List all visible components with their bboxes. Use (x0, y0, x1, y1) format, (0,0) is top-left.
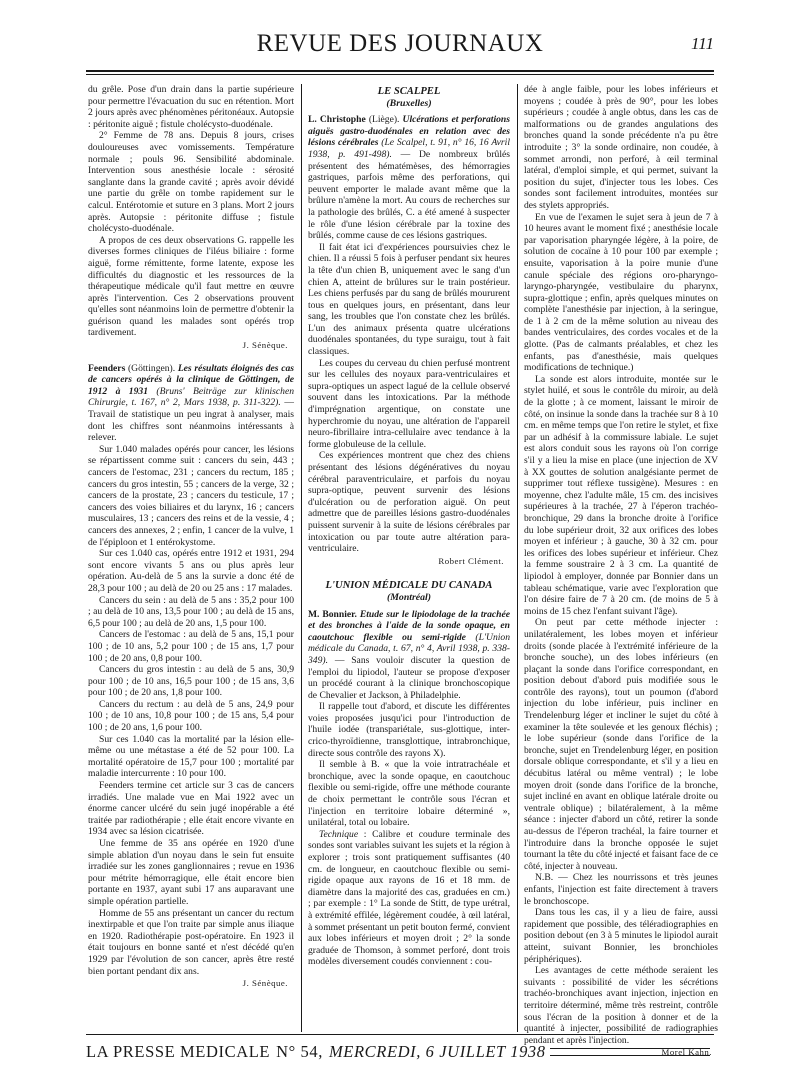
paragraph: du grêle. Pose d'un drain dans la partie supérieure pour permettre l'évacuation du suc en rétention. Mort 2 jours après avec phénomènes péritonéaux. Autopsie : péritonite aiguë ; fistule cholécysto-duodénale. (88, 84, 294, 130)
paragraph: Sur 1.040 malades opérés pour cancer, les lésions se répartissent comme suit : cancers du sein, 443 ; cancers de l'estomac, 231 ; cancers du rectum, 185 ; cancers du gros intestin, 55 ; cancers de la verge, 32 ; cancers de la prostate, 23 ; cancers du testicule, 17 ; cancers des voies biliaires et du larynx, 16 ; cancers musculaires, 13 ; cancers des reins et de la vessie, 4 ; cancers des annexes, 2 ; enfin, 1 cancer de la vulve, 1 de l'épiploon et 1 entérokystome. (88, 443, 294, 548)
page-number: 111 (691, 34, 714, 53)
journal-place: (Montréal) (386, 591, 432, 603)
paragraph (308, 829, 510, 968)
article-text: — Sans vouloir discuter la question de l'emploi du lipiodol, l'auteur se propose d'exposer un procédé courant à la clinique bronchoscopique de Chevalier et Jackson, à Philadelphie. (308, 654, 510, 701)
paragraph: Dans tous les cas, il y a lieu de faire, aussi rapidement que possible, des téléradiographies en position debout (en 3 à 5 minutes le lipiodol aurait atteint, suivant Bonnier, les bronchioles périphériques). (524, 907, 718, 965)
author-signature: Morel Kahn. (661, 1047, 712, 1058)
article-title: Les résultats éloignés des cas de cancers opérés à la clinique de Göttingen, de 1912 à 1931 (88, 362, 294, 397)
journal-place: (Bruxelles) (386, 97, 432, 109)
article-place: (Göttingen). (125, 362, 178, 374)
footer-double-rule (550, 1048, 710, 1056)
article-place: (Liège). (365, 114, 403, 126)
article-text: — Travail de statistique un peu ingrat à analyser, mais dont les chiffres sont néanmoins intéressants à relever. (88, 397, 294, 444)
article-title: Etude sur le lipiodolage de la trachée et des bronches à l'aide de la sonde opaque, en caoutchouc flexible ou semi-rigide (308, 608, 511, 643)
footer-journal: LA PRESSE MEDICALE (86, 1042, 271, 1061)
paragraph: Cancers de l'estomac : au delà de 5 ans, 15,1 pour 100 ; de 10 ans, 5,2 pour 100 ; de 15 ans, 1,7 pour 100 ; de 20 ans, 0,8 pour 100. (88, 629, 294, 664)
paragraph: Cancers du gros intestin : au delà de 5 ans, 30,9 pour 100 ; de 10 ans, 16,5 pour 100 ; de 15 ans, 3,6 pour 100 ; de 20 ans, 1,8 pour 100. (88, 664, 294, 699)
article-author: Feenders (88, 362, 126, 374)
column-right (524, 84, 718, 1058)
paragraph: Sur ces 1.040 cas, opérés entre 1912 et 1931, 294 sont encore vivants 5 ans ou plus après leur opération. Au-delà de 5 ans la survie a donc été de 28,3 pour 100 ; au delà de 20 ou 25 ans : 17 malades. (88, 548, 294, 594)
journal-heading: LE SCALPEL (377, 86, 441, 97)
paragraph: Il rappelle tout d'abord, et discute les différentes voies proposées jusqu'ici pour l'introduction de l'huile iodée (transpariétale, sus-glottique, inter-crico-thyroïdienne, transglottique, intrabronchique, directe sous contrôle des rayons X). (308, 701, 510, 759)
article-entry (308, 114, 510, 242)
technique-text: : Calibre et coudure terminale des sondes sont variables suivant les sujets et la région à explorer ; trois sont pratiquement suffisantes (40 cm. de longueur, en caoutchouc flexible ou semi-rigide opaque aux rayons de 16 et 18 mm. de diamètre dans la majorité des cas, graduées en cm.) ; par exemple : 1° La sonde de Stitt, de type urétral, à extrémité effilée, légèrement coudée, à œil latéral, à sommet présentant un petit bouton fermé, convient aux lobes inférieurs et moyen droit ; 2° la sonde graduée de Thomson, à sommet perforé, dont trois modèles diversement coudés conviennent : cou- (308, 828, 510, 968)
article-author: L. Christophe (308, 114, 366, 126)
paragraph: A propos de ces deux observations G. rappelle les diverses formes cliniques de l'iléus biliaire : forme aiguë, forme rémittente, forme latente, expose les difficultés du diagnostic et les ressources de la thérapeutique médicale qu'il faut mettre en œuvre après l'intervention. Ces 2 observations prouvent qu'elles sont néanmoins loin de permettre d'obtenir la guérison quand les malades sont opérés trop tardivement. (88, 234, 294, 339)
paragraph: On peut par cette méthode injecter : unilatéralement, les lobes moyen et inférieur droits (sonde placée à l'extrémité inférieure de la bronche souche), un des lobes inférieurs (en plaçant la sonde dans l'orifice correspondant, en position debout d'abord puis modifiée sous le contrôle des rayons), tout un poumon (d'abord injection du lobe inférieur, puis incliner en Trendelenburg léger et incliner le sujet du côté à examiner la tête soulevée et les genoux fléchis) ; le lobe supérieur (sonde dans l'orifice de la bronche, sujet en Trendelenburg léger, en position dorsale oblique correspondante, et s'il y a lieu en décubitus latéral ou même ventral) ; le lobe moyen droit (sonde dans l'orifice de la bronche, sujet incliné en avant en oblique latérale droite ou ventrale oblique) ; bilatéralement, à la même séance : injecter d'abord un côté, retirer la sonde au-dessus de l'éperon trachéal, la faire tourner et l'introduire dans la bronche opposée le sujet tournant la tête du côté injecté et faisant face de ce côté, injecter à nouveau. (524, 617, 718, 872)
paragraph: Il fait état ici d'expériences poursuivies chez le chien. Il a réussi 5 fois à perfuser pendant six heures la tête d'un chien B, uniquement avec le sang d'un chien A, atteint de brûlures sur le train postérieur. Les chiens perfusés par du sang de brûlés moururent tous en quelques jours, en présentant, dans leur sang, les troubles que l'on constate chez les brûlés. L'un des animaux présenta quatre ulcérations duodénales spontanées, du type suraigu, tout à fait classiques. (308, 241, 510, 358)
paragraph: Homme de 55 ans présentant un cancer du rectum inextirpable et que l'on traite par simple anus iliaque en 1920. Radiothérapie post-opératoire. En 1923 il était toujours en bonne santé et n'est décédé qu'en 1929 par l'évolution de son cancer, après être resté bien portant pendant dix ans. (88, 907, 294, 977)
paragraph: dée à angle faible, pour les lobes inférieurs et moyens ; coudée à près de 90°, pour les lobes supérieurs ; coudée à angle obtus, dans les cas de malformations ou de grandes angulations des bronches quand la sonde précédente n'a pu être introduite ; 3° la sonde ordinaire, non coudée, à sommet arrondi, non perforé, à œil terminal latéral, d'emploi simple, et qui permet, suivant la position du sujet, d'injecter tous les lobes. Ces sondes sont facilement introduites, montées sur des stylets appropriés. (524, 84, 718, 211)
paragraph: La sonde est alors introduite, montée sur le stylet huilé, et sous le contrôle du miroir, au delà de la glotte ; à ce moment, laissant le miroir de côté, on insinue la sonde dans la trachée sur 8 à 10 cm. en même temps que l'on retire le stylet, et fixe par un adhésif à la commissure labiale. Le sujet est alors conduit sous les rayons où l'on corrige s'il y a lieu la mise en place (une injection de XV à XX gouttes de solution analgésiante permet de supprimer tout réflexe tussigène). Mesures : en moyenne, chez l'adulte mâle, 15 cm. des incisives supérieures à la trachée, 27 à l'éperon trachéo-bronchique, 29 dans la bronche droite à l'orifice du lobe supérieur droit, 32 aux orifices des lobes moyen et inférieur ; à gauche, 30 à 32 cm. pour les orifices des lobes supérieur et inférieur. Chez la femme soustraire 2 à 3 cm. La quantité de lipiodol à employer, donnée par Bonnier dans un tableau schématique, varie avec l'exploration que l'on désire faire de 7 à 20 cm. (de moins de 5 à moins de 15 chez l'enfant suivant l'âge). (524, 373, 718, 617)
paragraph: Cancers du sein : au delà de 5 ans : 35,2 pour 100 ; au delà de 10 ans, 13,5 pour 100 ; au delà de 15 ans, 6,5 pour 100 ; au delà de 20 ans, 1,5 pour 100. (88, 594, 294, 629)
paragraph: Cancers du rectum : au delà de 5 ans, 24,9 pour 100 ; de 10 ans, 10,8 pour 100 ; de 15 ans, 5,4 pour 100 ; de 20 ans, 1,6 pour 100. (88, 698, 294, 734)
paragraph: En vue de l'examen le sujet sera à jeun de 7 à 10 heures avant le moment fixé ; anesthésie locale par vaporisation pharyngée légère, à la poire, de solution de cocaïne à 10 pour 100 par exemple ; ensuite, vaporisation à la poire munie d'une canule spéciale des régions oro-pharyngo-laryngo-pharyngée, vestibulaire du pharynx, supra-glottique ; enfin, après quelques minutes on complète l'anesthésie par injection, à la seringue, de 1 à 2 cm de la même solution au niveau des bandes ventriculaires, des cordes vocales et de la glotte. (Pas de calmants préalables, et chez les enfants, pas d'anesthésie, mais quelques modifications de technique.) (524, 211, 718, 374)
column-divider (301, 84, 302, 1032)
article-text: — De nombreux brûlés présentent des hématémèses, des hémorragies gastriques, parfois même des perforations, qui peuvent emporter le malade avant même que la brûlure n'amène la mort. Au cours de recherches sur la pathologie des brûlés, C. a été amené à suspecter le rôle d'une lésion cérébrale par la toxine des brûlés, comme cause de ces lésions gastriques. (308, 148, 510, 242)
author-signature: J. Sénèque. (242, 978, 288, 989)
author-signature: Robert Clément. (438, 555, 504, 566)
paragraph: Les avantages de cette méthode seraient les suivants : possibilité de vider les sécrétions trachéo-bronchiques avant injection, injection en territoire déterminé, même très restreint, contrôle sous l'écran de la position à donner et de la quantité à injecter, possibilité de radiographies pendant et après l'injection. (524, 965, 718, 1046)
header-rule (86, 70, 714, 72)
page-footer (86, 1038, 714, 1066)
journal-section-title: REVUE DES JOURNAUX (256, 30, 544, 57)
paragraph: Sur ces 1.040 cas la mortalité par la lésion elle-même ou une métastase a été de 52 pour 100. La mortalité opératoire de 15,7 pour 100 ; mortalité par maladie intercurrente : 10 pour 100. (88, 733, 294, 780)
column-middle (308, 84, 510, 1032)
paragraph: Feenders termine cet article sur 3 cas de cancers irradiés. Une malade vue en Mai 1922 avec un énorme cancer ulcéré du sein jugé inopérable a été traitée par radiothérapie ; elle était encore vivante en 1934 avec sa lésion cicatrisée. (88, 780, 294, 838)
paragraph: Les coupes du cerveau du chien perfusé montrent sur les cellules des noyaux para-ventriculaires et supra-optiques un aspect lagué de la cellule observé souvent dans les intoxications. Par la méthode d'imprégnation argentique, on constate une hyperchromie du noyau, une altération de l'appareil neuro-fibrillaire intra-cellulaire avec tendance à la forme globuleuse de la cellule. (308, 357, 510, 450)
paragraph: Il semble à B. « que la voie intratrachéale et bronchique, avec la sonde opaque, en caoutchouc flexible ou semi-rigide, offre une méthode courante de choix permettant le contrôle sous l'écran et l'injection en territoire lobaire déterminé », unilatéral, total ou lobaire. (308, 759, 510, 829)
paragraph: Une femme de 35 ans opérée en 1920 d'une simple ablation d'un noyau dans le sein fut ensuite irradiée sur les zones ganglionnaires ; revue en 1936 pour métrite hémorragique, elle était encore bien portante en 1937, ayant subi 17 ans auparavant une simple opération partielle. (88, 838, 294, 907)
paragraph: 2° Femme de 78 ans. Depuis 8 jours, crises douloureuses avec vomissements. Température normale ; pouls 96. Sensibilité abdominale. Intervention sous anesthésie locale : sérosité sanglante dans la grande cavité ; après avoir dévidé une partie du grêle on tombe rapidement sur le calcul. Entérotomie et suture en 3 plans. Mort 2 jours après. Autopsie : péritonite diffuse ; fistule cholécysto-duodénale. (88, 130, 294, 235)
footer-rule (86, 1034, 714, 1035)
article-author: M. Bonnier. (308, 608, 357, 620)
footer-date: MERCREDI, 6 JUILLET 1938 (328, 1042, 546, 1061)
article-citation: (Bruns' Beiträge zur klinischen Chirurgie, t. 167, n° 2, Mars 1938, p. 311-322). (88, 385, 294, 409)
paragraph: N.B. — Chez les nourrissons et très jeunes enfants, l'injection est faite directement à travers le bronchoscope. (524, 872, 718, 907)
paragraph: Ces expériences montrent que chez des chiens présentant des lésions dégénératives du noyau cérébral paraventriculaire, et parfois du noyau supra-optique, peuvent survenir des lésions d'ulcération ou de perforation aiguë. On peut admettre que de pareilles lésions gastro-duodénales puissent survenir à la suite de lésions cérébrales par intoxication ou par toute autre altération para-ventriculaire. (308, 450, 510, 555)
article-title: Ulcérations et perforations aiguës gastro-duodénales en relation avec des lésions cérébrales (308, 114, 510, 149)
author-signature: J. Sénèque. (242, 340, 288, 351)
column-left (88, 84, 294, 1032)
footer-issue: N° 54, (276, 1042, 323, 1061)
journal-heading: L'UNION MÉDICALE DU CANADA (325, 580, 493, 592)
column-divider (517, 84, 518, 1032)
header-rule-thin (86, 74, 714, 75)
technique-label: Technique (319, 828, 359, 840)
article-entry (308, 609, 510, 702)
running-header (86, 26, 714, 66)
article-citation: (Le Scalpel, t. 91, n° 16, 16 Avril 1938, p. 491-498). (308, 137, 510, 160)
article-citation: (L'Union médicale du Canada, t. 67, n° 4, Avril 1938, p. 338-349). (308, 631, 511, 666)
article-entry (88, 363, 294, 444)
